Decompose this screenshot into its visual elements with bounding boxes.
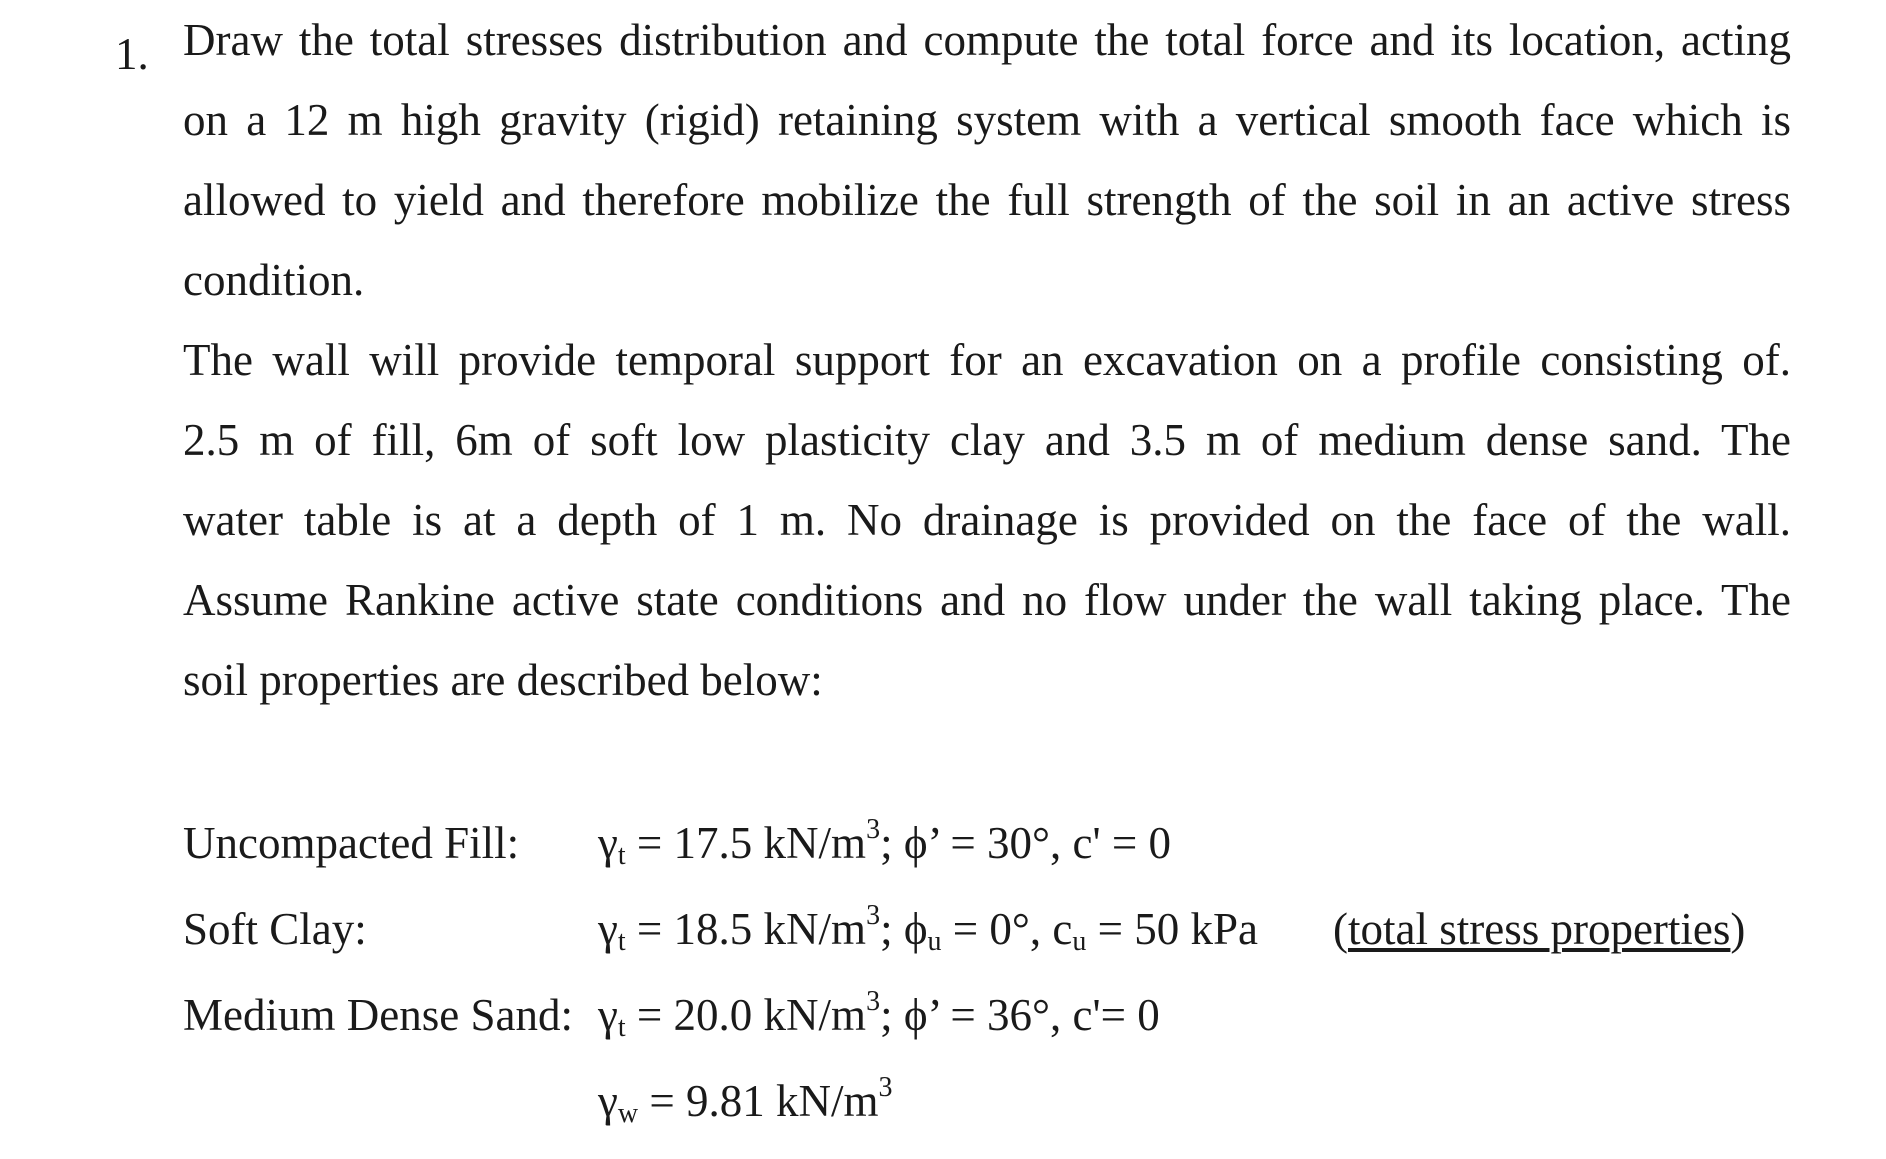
note-close-paren: ) (1730, 904, 1746, 954)
gamma-symbol: γ (598, 818, 618, 868)
phi-value: = 0°, c (941, 904, 1073, 954)
unit-superscript: 3 (878, 1072, 893, 1103)
gamma-subscript: w (617, 1098, 639, 1129)
paragraph-1-line-4: condition. (183, 255, 365, 305)
problem-paragraph-1 (183, 0, 1791, 320)
problem-number: 1. (115, 29, 149, 79)
unit-weight-value: = 20.0 kN/m (625, 990, 867, 1040)
unit-superscript: 3 (866, 900, 881, 931)
note-open-paren: ( (1333, 904, 1348, 954)
note-text: total stress properties (1348, 904, 1731, 954)
paragraph-2-line-5: soil properties are described below: (183, 655, 823, 705)
soil-values (598, 800, 1171, 886)
paragraph-2-line-2: 2.5 m of fill, 6m of soft low plasticity clay and 3.5 m of medium dense sand. The (183, 415, 1791, 465)
paragraph-1-line-2: on a 12 m high gravity (rigid) retaining system with a vertical smooth face which is (183, 95, 1791, 145)
paragraph-2-line-3: water table is at a depth of 1 m. No drainage is provided on the face of the wall. (183, 495, 1791, 545)
soil-label: Uncompacted Fill: (183, 818, 520, 868)
water-values (598, 1058, 893, 1144)
strength-parameters: ; ϕ’ = 30°, c' = 0 (880, 818, 1171, 868)
gamma-subscript: t (617, 1012, 626, 1043)
gamma-symbol: γ (598, 1076, 618, 1126)
gamma-subscript: t (617, 926, 626, 957)
total-stress-note (1333, 886, 1745, 972)
problem-paragraph-2 (183, 320, 1791, 720)
gamma-symbol: γ (598, 990, 618, 1040)
soil-values (598, 972, 1160, 1058)
phi-subscript: u (927, 926, 942, 957)
paragraph-2-line-4: Assume Rankine active state conditions and no flow under the wall taking place. The (183, 575, 1791, 625)
unit-weight-value: = 18.5 kN/m (625, 904, 867, 954)
cohesion-value: = 50 kPa (1086, 904, 1259, 954)
cohesion-subscript: u (1072, 926, 1087, 957)
paragraph-2-line-1: The wall will provide temporal support for an excavation on a profile consisting of. (183, 335, 1791, 385)
gamma-subscript: t (617, 840, 626, 871)
soil-label: Medium Dense Sand: (183, 990, 573, 1040)
strength-parameters: ; ϕ’ = 36°, c'= 0 (880, 990, 1160, 1040)
unit-superscript: 3 (866, 814, 881, 845)
gamma-symbol: γ (598, 904, 618, 954)
soil-values (598, 886, 1258, 972)
unit-weight-value: = 17.5 kN/m (625, 818, 867, 868)
unit-superscript: 3 (866, 986, 881, 1017)
soil-label: Soft Clay: (183, 904, 367, 954)
paragraph-1-line-1: Draw the total stresses distribution and compute the total force and its location, acting (183, 15, 1791, 65)
phi-symbol: ; ϕ (880, 904, 928, 954)
paragraph-1-line-3: allowed to yield and therefore mobilize the full strength of the soil in an active stress (183, 175, 1791, 225)
water-weight-value: = 9.81 kN/m (638, 1076, 879, 1126)
